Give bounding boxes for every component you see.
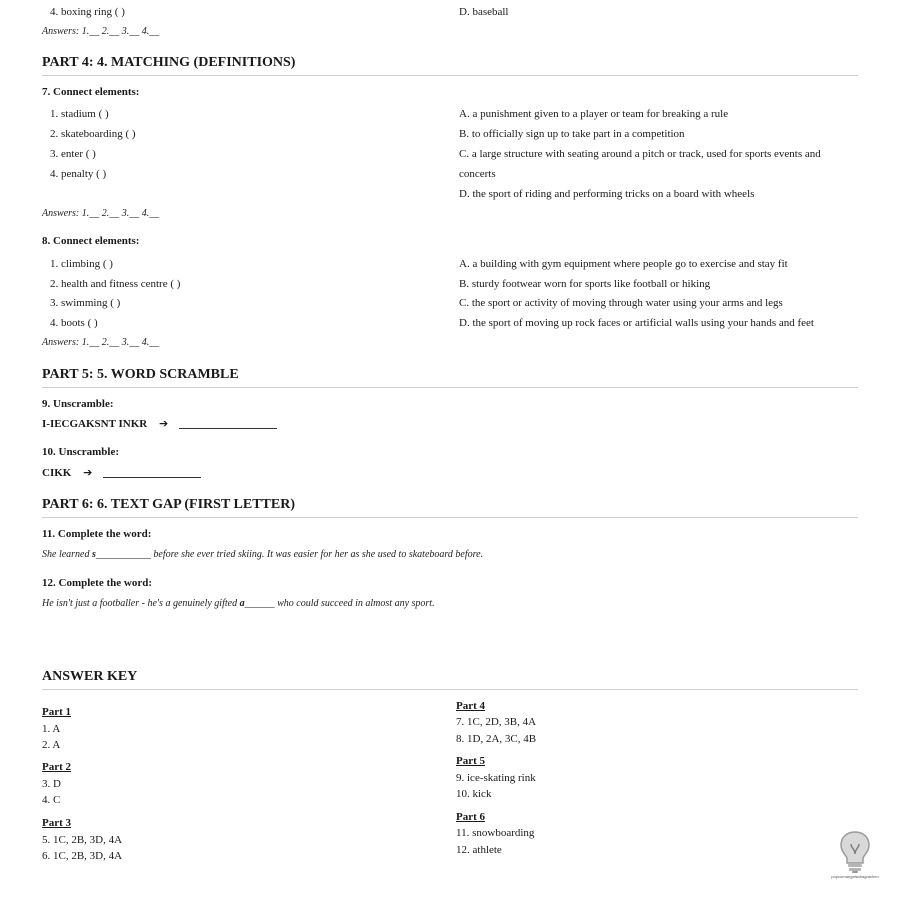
- section-title-part4: PART 4: 4. MATCHING (DEFINITIONS): [42, 55, 296, 70]
- definition-item: C. the sport or activity of moving through water using your arms and legs: [459, 297, 783, 309]
- answer-key-item: 6. 1C, 2B, 3D, 4A: [42, 850, 123, 862]
- first-letter-hint: s: [92, 549, 96, 560]
- section-divider: [42, 689, 858, 690]
- definition-item: D. the sport of riding and performing tricks on a board with wheels: [459, 188, 755, 200]
- answer-key-part-4: Part 4: [456, 700, 486, 712]
- answer-blank[interactable]: [179, 418, 277, 429]
- definition-item: C. a large structure with seating around a pitch or track, used for sports events and: [459, 148, 821, 160]
- list-item: 4. boxing ring ( ): [50, 6, 125, 18]
- arrow-right-icon: ➔: [159, 417, 169, 430]
- section-divider: [42, 75, 858, 76]
- definition-item: B. to officially sign up to take part in a competition: [459, 128, 685, 140]
- definition-item: A. a building with gym equipment where people go to exercise and stay fit: [459, 258, 788, 270]
- definition-item: D. the sport of moving up rock faces or artificial walls using your hands and feet: [459, 317, 814, 329]
- definition-item-continued: concerts: [459, 168, 496, 180]
- list-item: 1. stadium ( ): [50, 108, 109, 120]
- answer-key-part-2: Part 2: [42, 761, 72, 773]
- answer-blank[interactable]: [103, 467, 201, 478]
- question-label-10: 10. Unscramble:: [42, 446, 119, 458]
- answer-key-part-1: Part 1: [42, 706, 72, 718]
- answers-line: Answers: 1.__ 2.__ 3.__ 4.__: [42, 26, 160, 37]
- question-label-8: 8. Connect elements:: [42, 235, 140, 247]
- section-divider: [42, 387, 858, 388]
- first-letter-hint: a: [239, 598, 245, 609]
- question-label-9: 9. Unscramble:: [42, 398, 114, 410]
- list-item: 3. swimming ( ): [50, 297, 121, 309]
- answer-key-item: 9. ice-skating rink: [456, 772, 536, 784]
- brand-logo: [826, 830, 884, 879]
- definition-item: B. sturdy footwear worn for sports like football or hiking: [459, 278, 711, 290]
- answer-key-part-3: Part 3: [42, 817, 72, 829]
- scrambled-word: I-IECGAKSNT INKR: [42, 418, 148, 430]
- list-item: 2. skateboarding ( ): [50, 128, 136, 140]
- answers-line: Answers: 1.__ 2.__ 3.__ 4.__: [42, 337, 160, 348]
- answer-key-item: 12. athlete: [456, 844, 502, 856]
- answer-key-item: 2. A: [42, 739, 61, 751]
- answer-key-part-5: Part 5: [456, 755, 486, 767]
- logo-caption: popcornangelsidragrachen: [831, 874, 879, 879]
- answer-key-part-6: Part 6: [456, 811, 486, 823]
- answer-key-item: 3. D: [42, 778, 61, 790]
- scramble-row-9: [42, 417, 277, 431]
- definition-item: A. a punishment given to a player or team for breaking a rule: [459, 108, 729, 120]
- gap-sentence-12: He isn't just a footballer - he's a genuinely gifted a______ who could succeed in almost any sport.: [42, 598, 435, 609]
- list-item: 3. enter ( ): [50, 148, 96, 160]
- section-title-part6: PART 6: 6. TEXT GAP (FIRST LETTER): [42, 497, 295, 512]
- answers-line: Answers: 1.__ 2.__ 3.__ 4.__: [42, 208, 160, 219]
- lightbulb-icon: [838, 830, 872, 874]
- list-item: 2. health and fitness centre ( ): [50, 278, 181, 290]
- list-item: 1. climbing ( ): [50, 258, 113, 270]
- answer-key-item: 7. 1C, 2D, 3B, 4A: [456, 716, 537, 728]
- gap-blank[interactable]: ______: [244, 598, 275, 609]
- question-label-11: 11. Complete the word:: [42, 528, 152, 540]
- list-item: D. baseball: [459, 6, 509, 18]
- list-item: 4. penalty ( ): [50, 168, 107, 180]
- arrow-right-icon: ➔: [83, 466, 93, 479]
- list-item: 4. boots ( ): [50, 317, 98, 329]
- gap-blank[interactable]: ___________: [95, 549, 151, 560]
- answer-key-item: 10. kick: [456, 788, 492, 800]
- answer-key-item: 11. snowboarding: [456, 827, 535, 839]
- section-title-part5: PART 5: 5. WORD SCRAMBLE: [42, 367, 239, 382]
- answer-key-item: 5. 1C, 2B, 3D, 4A: [42, 834, 123, 846]
- section-divider: [42, 517, 858, 518]
- gap-sentence-11: She learned s___________ before she ever tried skiing. It was easier for her as she used to skateboard before.: [42, 549, 484, 560]
- scrambled-word: CIKK: [42, 467, 72, 479]
- question-label-7: 7. Connect elements:: [42, 86, 140, 98]
- answer-key-title: ANSWER KEY: [42, 669, 138, 684]
- question-label-12: 12. Complete the word:: [42, 577, 152, 589]
- answer-key-item: 1. A: [42, 723, 61, 735]
- answer-key-item: 8. 1D, 2A, 3C, 4B: [456, 733, 537, 745]
- answer-key-item: 4. C: [42, 794, 61, 806]
- scramble-row-10: [42, 466, 201, 480]
